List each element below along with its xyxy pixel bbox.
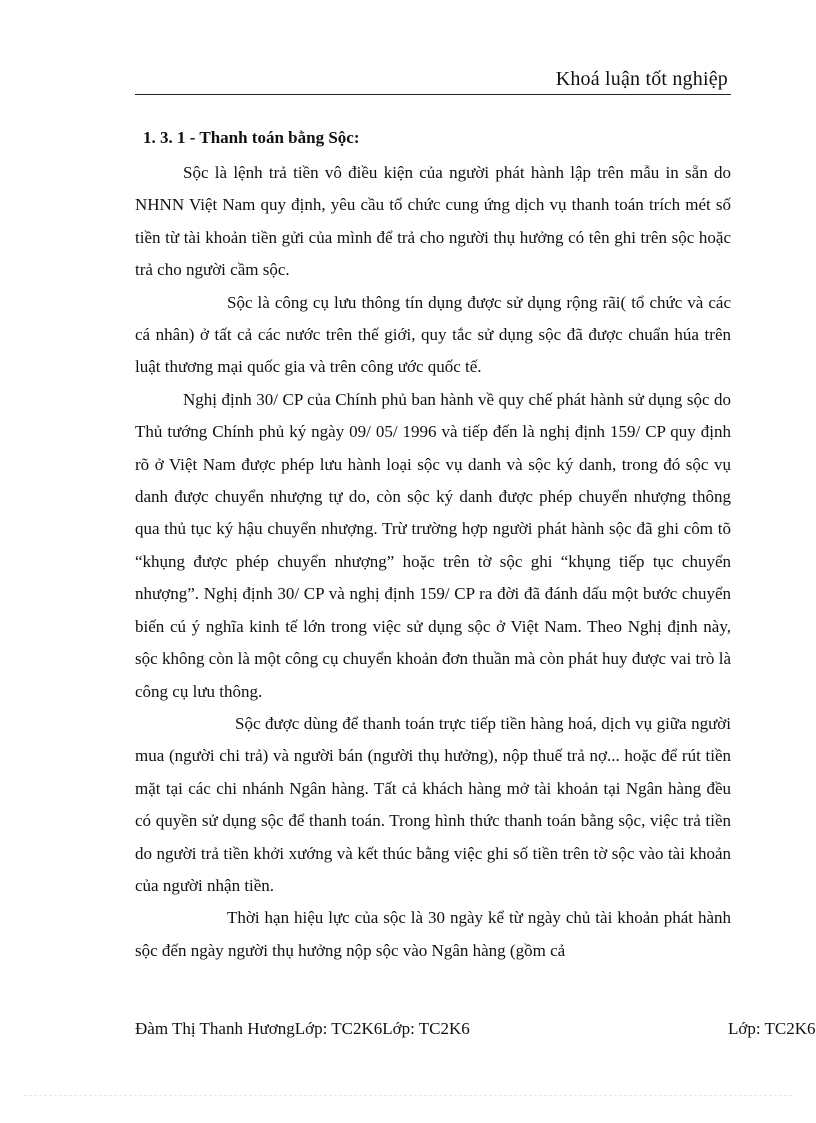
header-divider bbox=[135, 94, 731, 95]
paragraph-cheque-usage: Sộc là công cụ lưu thông tín dụng được sử dụng rộng rãi( tổ chức và các cá nhân) ở tất cả các nước trên thế giới, quy tắc sử dụng sộc đã được chuẩn húa trên luật thương mại quốc gia và trên công ước quốc tế. bbox=[135, 292, 731, 377]
paragraph-decree: Nghị định 30/ CP của Chính phủ ban hành về quy chế phát hành sử dụng sộc do Thủ tướng Chính phủ ký ngày 09/ 05/ 1996 và tiếp đến là nghị định 159/ CP quy định rõ ở Việt Nam được phép lưu hành loại sộc vụ danh và sộc ký danh, trong đó sộc vụ danh được chuyển nhượng tự do, còn sộc ký danh được phép chuyển nhượng thông qua thủ tục ký hậu chuyển nhượng. Trừ trường hợp người phát hành sộc đã ghi côm tõ “khụng được phép chuyển nhượng” hoặc trên tờ sộc ghi “khụng tiếp tục chuyển nhượng”. Nghị định 30/ CP và nghị định 159/ CP ra đời đã đánh dấu một bước chuyển biến cú ý nghĩa kinh tế lớn trong việc sử dụng sộc ở Việt Nam. Theo Nghị định này, sộc không còn là một công cụ chuyển khoản đơn thuần mà còn phát huy được vai trò là công cụ lưu thông. bbox=[135, 389, 731, 701]
footer-class: Lớp: TC2K6 bbox=[728, 1019, 816, 1038]
footer-author-class: Đàm Thị Thanh HươngLớp: TC2K6Lớp: TC2K6 bbox=[135, 1019, 470, 1038]
paragraph-validity: Thời hạn hiệu lực của sộc là 30 ngày kể từ ngày chủ tài khoản phát hành sộc đến ngày người thụ hưởng nộp sộc vào Ngân hàng (gồm cả bbox=[135, 908, 731, 960]
paragraph-cheque-definition: Sộc là lệnh trả tiền vô điều kiện của người phát hành lập trên mẫu in sẵn do NHNN Việt Nam quy định, yêu cầu tổ chức cung ứng dịch vụ thanh toán trích mét số tiền từ tài khoản tiền gửi của mình để trả cho người thụ hưởng có tên ghi trên sộc hoặc trả cho người cầm sộc. bbox=[135, 163, 731, 280]
document-body bbox=[135, 157, 731, 967]
section-heading: 1. 3. 1 - Thanh toán bằng Sộc: bbox=[143, 128, 360, 147]
paragraph-payment: Sộc được dùng để thanh toán trực tiếp tiền hàng hoá, dịch vụ giữa người mua (người chi trả) và người bán (người thụ hưởng), nộp thuế trả nợ... hoặc để rút tiền mặt tại các chi nhánh Ngân hàng. Tất cả khách hàng mở tài khoản tại Ngân hàng đều có quyền sử dụng sộc để thanh toán. Trong hình thức thanh toán bằng sộc, việc trả tiền do người trả tiền khởi xướng và kết thúc bằng việc ghi số tiền trên tờ sộc vào tài khoản của người nhận tiền. bbox=[135, 713, 731, 895]
page-bottom-divider bbox=[24, 1095, 792, 1096]
page-header-title: Khoá luận tốt nghiệp bbox=[555, 68, 728, 90]
